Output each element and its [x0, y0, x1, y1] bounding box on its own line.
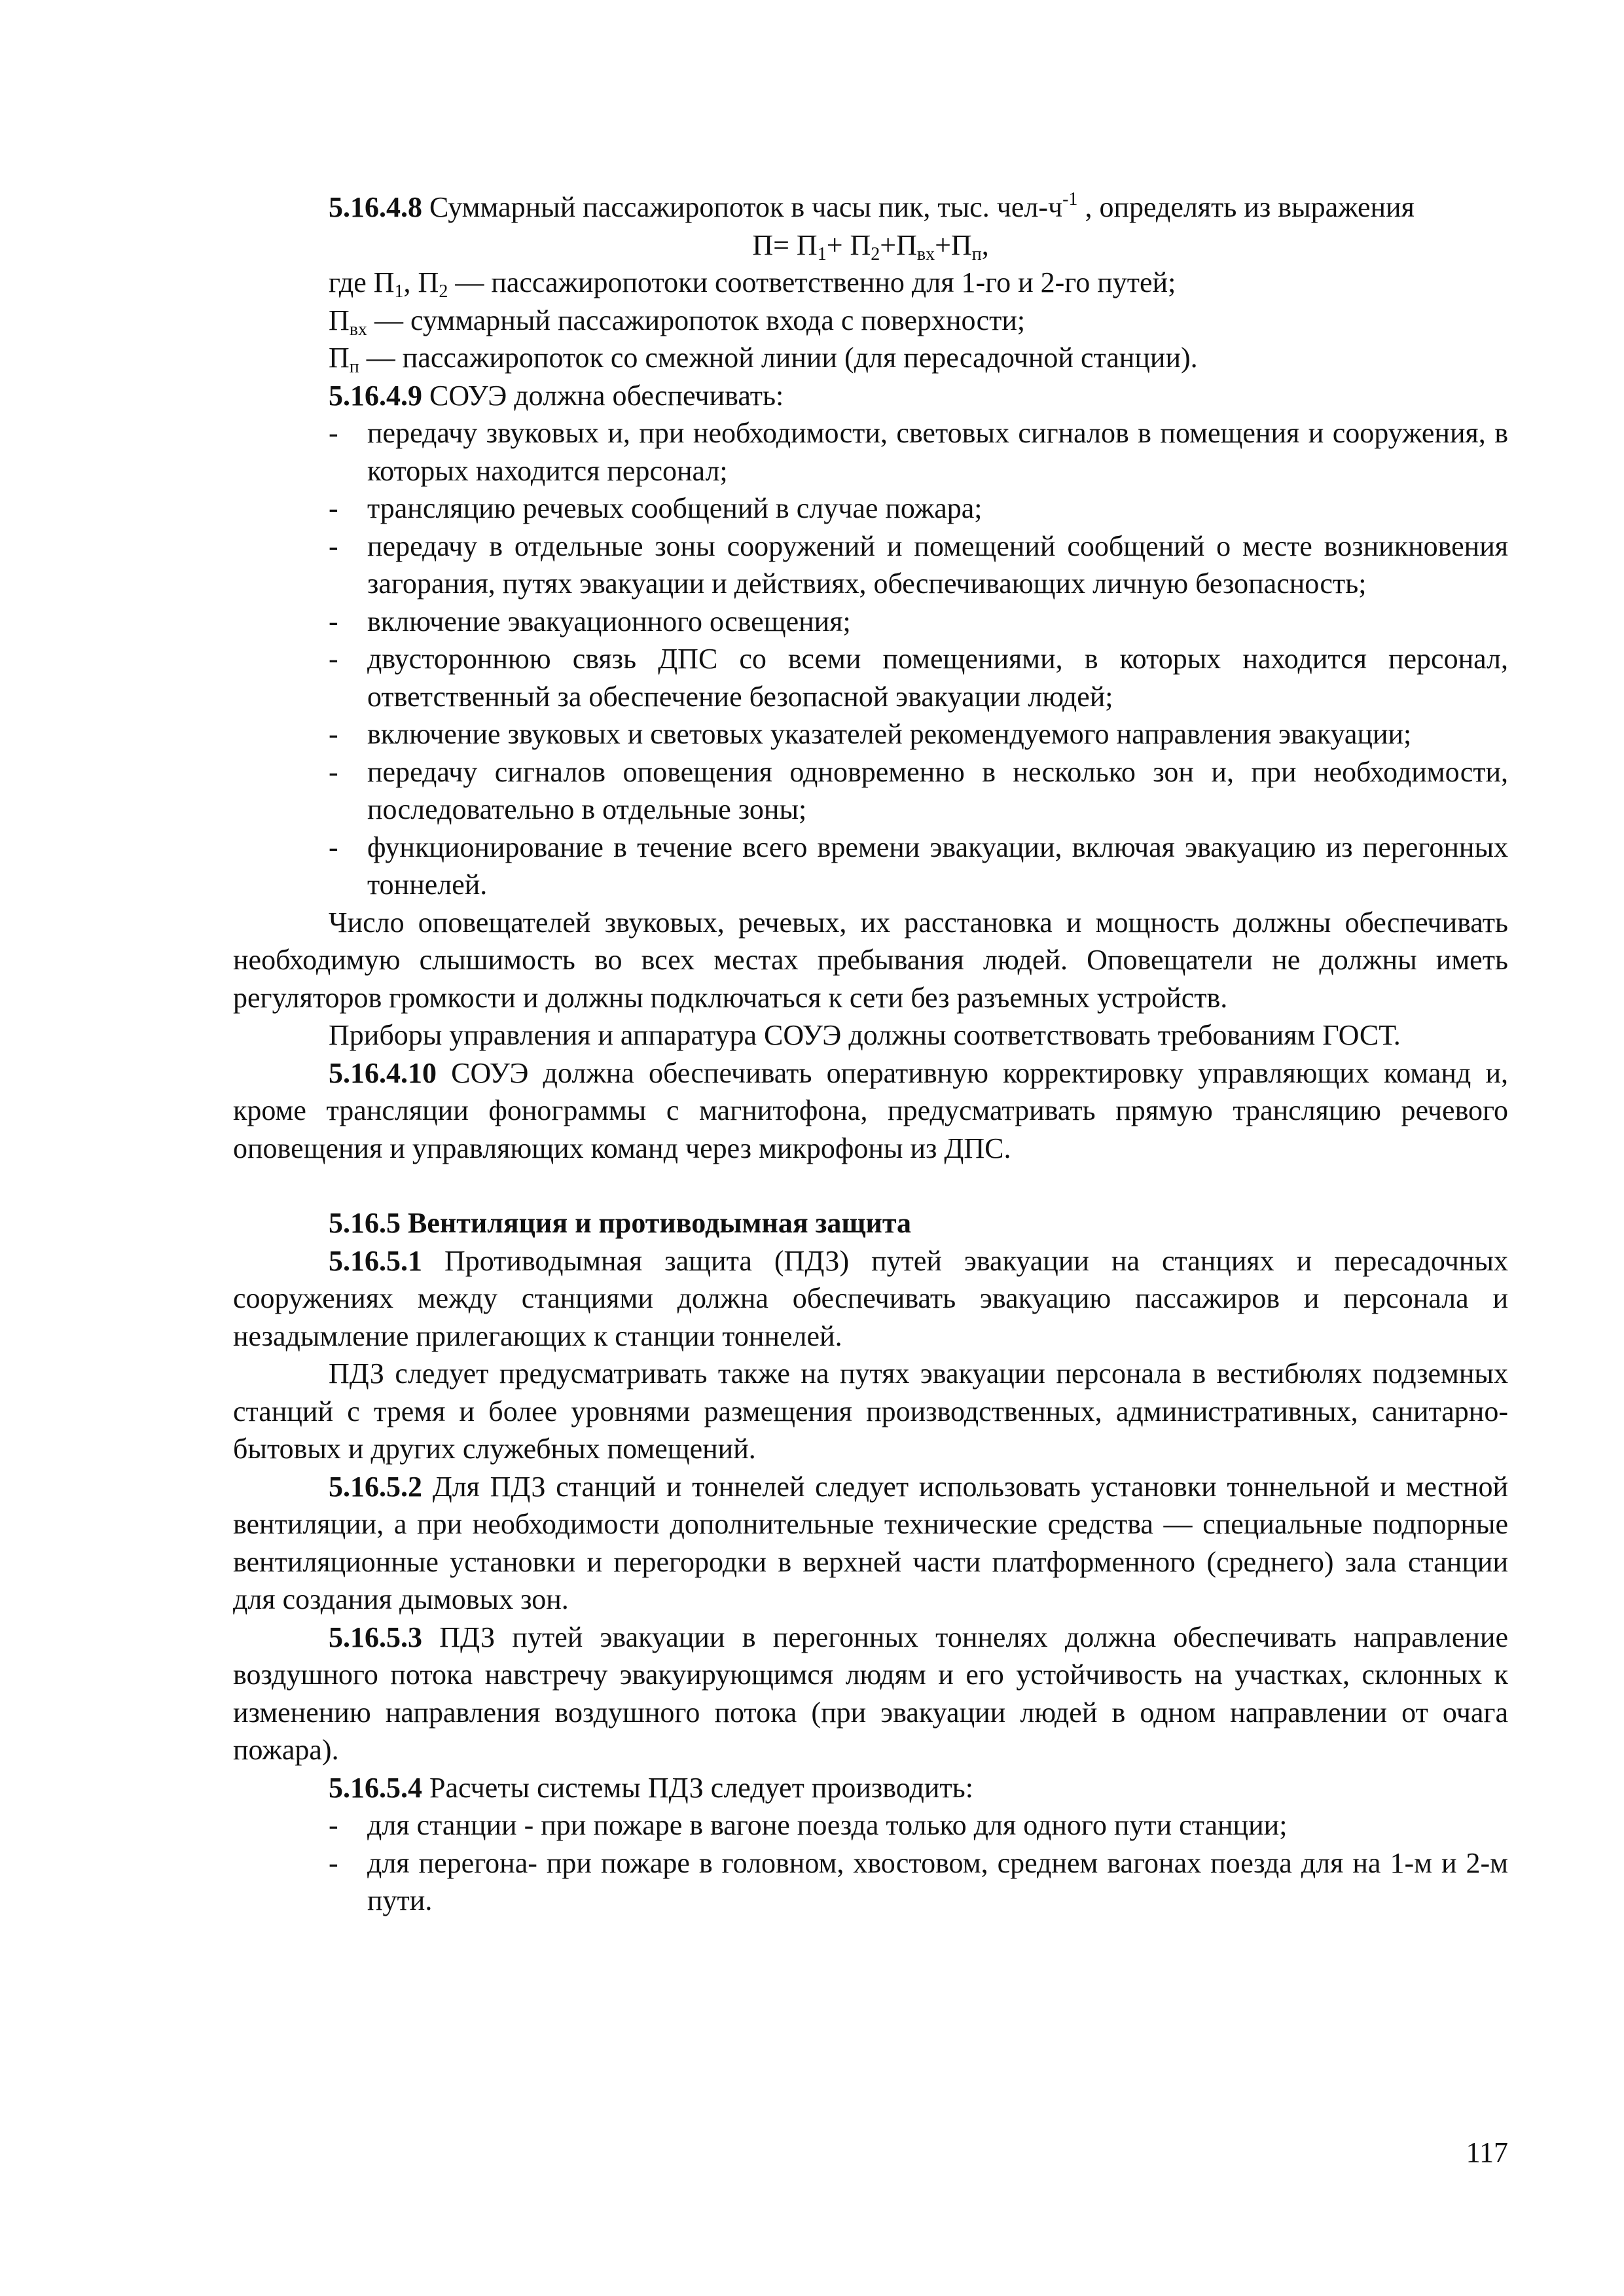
list-item: - трансляцию речевых сообщений в случае пожара;: [329, 492, 983, 524]
paragraph-5-16-5-2: 5.16.5.2 Для ПДЗ станций и тоннелей следует использовать установки тоннельной и местной вентиляции, а при необходимости дополнительные технические средства — специальные подпорные вентиляционные установки и перегородки в верхней части платформенного (среднего) зала станции для создания дымовых зон.: [233, 1470, 1508, 1615]
section-heading: 5.16.5 Вентиляция и противодымная защита: [329, 1207, 912, 1239]
clause-number: 5.16.4.8: [329, 191, 422, 223]
clause-number: 5.16.4.9: [329, 379, 422, 412]
paragraph-5-16-4-10: 5.16.4.10 СОУЭ должна обеспечивать оперативную корректировку управляющих команд и, кроме трансляции фонограммы с магнитофона, предусматривать прямую трансляцию речевого оповещения и управляющих команд через микрофоны из ДПС.: [233, 1056, 1508, 1164]
paragraph-5-16-5-1: 5.16.5.1 Противодымная защита (ПДЗ) путей эвакуации на станциях и пересадочных сооружениях между станциями должна обеспечивать эвакуацию пассажиров и персонала и незадымление прилегающих к станции тоннелей.: [233, 1244, 1508, 1352]
list-item: - функционирование в течение всего времени эвакуации, включая эвакуацию из перегонных тоннелей.: [329, 831, 1508, 901]
paragraph-5-16-5-3: 5.16.5.3 ПДЗ путей эвакуации в перегонных тоннелях должна обеспечивать направление воздушного потока навстречу эвакуирующимся людям и его устойчивость на участках, склонных к изменению направления воздушного потока (при эвакуации людей в одном направлении от очага пожара).: [233, 1621, 1508, 1766]
paragraph-pdz-vestibules: ПДЗ следует предусматривать также на путях эвакуации персонала в вестибюлях подземных станций с тремя и более уровнями размещения производственных, административных, санитарно-бытовых и других служебных помещений.: [233, 1357, 1508, 1465]
list-item: - включение звуковых и световых указателей рекомендуемого направления эвакуации;: [329, 718, 1412, 750]
list-item: - для станции - при пожаре в вагоне поезда только для одного пути станции;: [329, 1809, 1288, 1841]
paragraph-notifiers: Число оповещателей звуковых, речевых, их расстановка и мощность должны обеспечивать необходимую слышимость во всех местах пребывания людей. Оповещатели не должны иметь регуляторов громкости и должны подключаться к сети без разъемных устройств.: [233, 906, 1508, 1014]
clause-number: 5.16.5.2: [329, 1470, 422, 1503]
paragraph-5-16-4-9: 5.16.4.9 СОУЭ должна обеспечивать:: [329, 379, 784, 412]
list-item: - передачу звуковых и, при необходимости, световых сигналов в помещения и сооружения, в которых находится персонал;: [329, 417, 1508, 487]
clause-number: 5.16.4.10: [329, 1056, 437, 1089]
paragraph-devices: Приборы управления и аппаратура СОУЭ должны соответствовать требованиям ГОСТ.: [329, 1019, 1401, 1051]
list-item: - включение эвакуационного освещения;: [329, 605, 851, 637]
page-number: 117: [1466, 2136, 1508, 2168]
clause-number: 5.16.5.1: [329, 1244, 422, 1277]
paragraph-5-16-5-4: 5.16.5.4 Расчеты системы ПДЗ следует производить:: [329, 1771, 973, 1804]
list-item: - для перегона- при пожаре в головном, хвостовом, среднем вагонах поезда для на 1-м и 2-м пути.: [329, 1846, 1508, 1916]
list-item: - двустороннюю связь ДПС со всеми помещениями, в которых находится персонал, ответственный за обеспечение безопасной эвакуации людей;: [329, 643, 1508, 713]
paragraph-5-16-4-8: 5.16.4.8 Суммарный пассажиропоток в часы пик, тыс. чел-$ч^{-1}$ , определять из выражения: [329, 189, 1415, 223]
definition-p1-p2: где $П_1$, $П_2$ — пассажиропотоки соответственно для 1-го и 2-го путей;: [329, 266, 1176, 302]
formula: $П= П_1+ П_2+П_{вх}+П_п$,: [752, 228, 989, 264]
pdz-calculation-list: [233, 1806, 1508, 1920]
list-item: - передачу в отдельные зоны сооружений и помещений сообщений о месте возникновения загорания, путях эвакуации и действиях, обеспечивающих личную безопасность;: [329, 529, 1508, 600]
list-item: - передачу сигналов оповещения одновременно в несколько зон и, при необходимости, последовательно в отдельные зоны;: [329, 755, 1508, 825]
document-page: [233, 188, 1508, 1920]
definition-pvx: $П_{вх}$ — суммарный пассажиропоток входа с поверхности;: [329, 304, 1026, 340]
clause-number: 5.16.5.4: [329, 1771, 422, 1804]
soue-requirements-list: [233, 414, 1508, 904]
clause-number: 5.16.5.3: [329, 1621, 422, 1653]
definition-pp: $П_п$ — пассажиропоток со смежной линии (для пересадочной станции).: [329, 342, 1198, 377]
